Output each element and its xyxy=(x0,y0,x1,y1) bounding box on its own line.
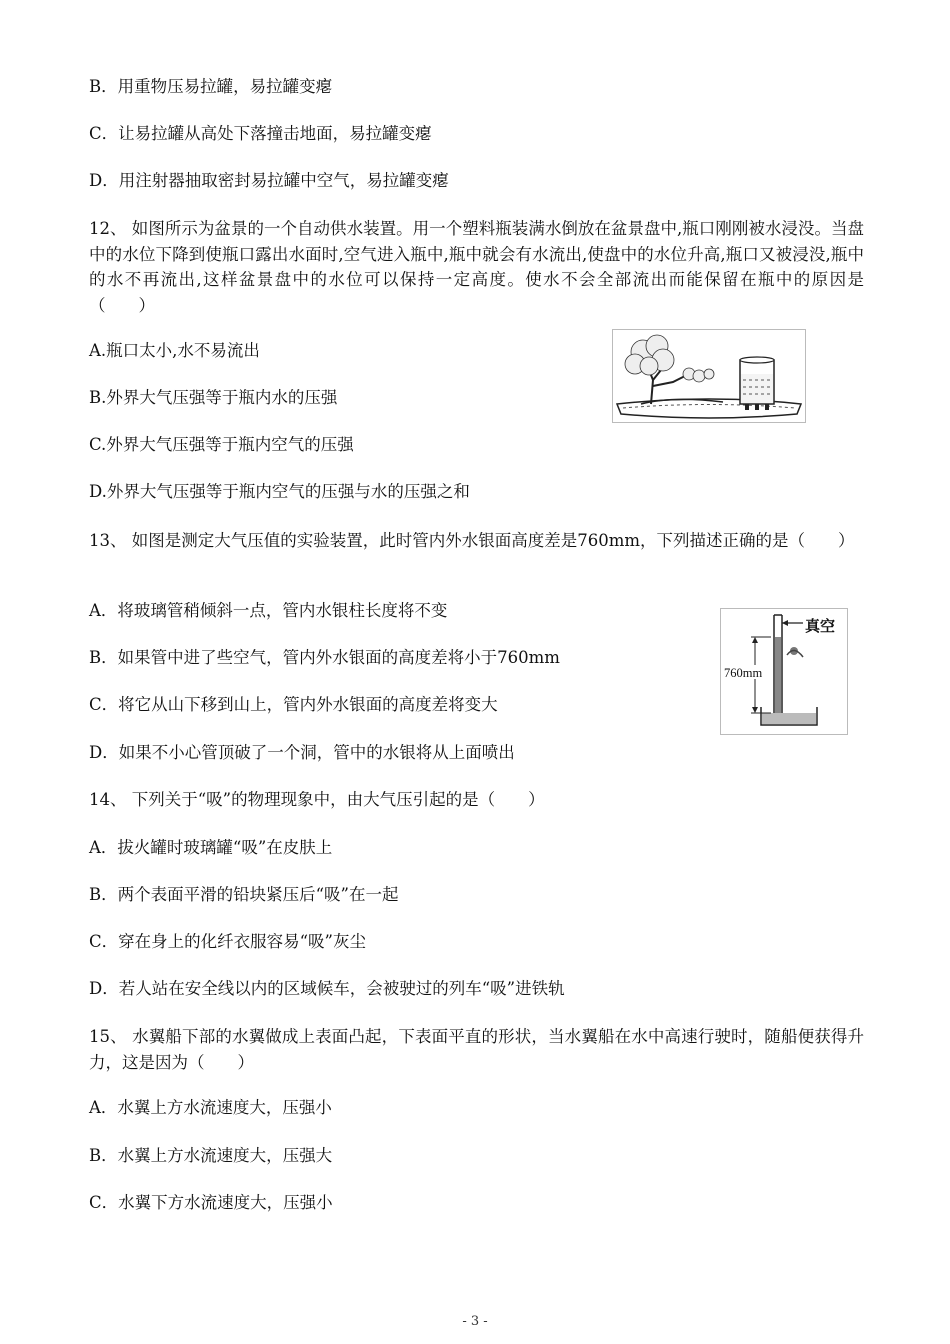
q13-option-b: B．如果管中进了些空气，管内外水银面的高度差将小于760mm xyxy=(89,648,560,667)
barometer-diagram xyxy=(721,609,847,734)
q14-option-a: A．拔火罐时玻璃罐“吸”在皮肤上 xyxy=(89,838,333,857)
q14-option-d: D．若人站在安全线以内的区域候车，会被驶过的列车“吸”进铁轨 xyxy=(89,979,565,998)
q11-option-c: C．让易拉罐从高处下落撞击地面，易拉罐变瘪 xyxy=(89,124,432,143)
q14-option-b: B．两个表面平滑的铅块紧压后“吸”在一起 xyxy=(89,885,399,904)
torricelli-experiment-figure xyxy=(720,608,848,735)
q12-option-d: D.外界大气压强等于瓶内空气的压强与水的压强之和 xyxy=(89,482,470,501)
q13-stem: 13、 如图是测定大气压值的实验装置，此时管内外水银面高度差是760mm，下列描述正确的是（ ） xyxy=(89,531,855,550)
bonsai-diagram xyxy=(613,330,805,422)
q14-option-c: C．穿在身上的化纤衣服容易“吸”灰尘 xyxy=(89,932,366,951)
q13-option-d: D．如果不小心管顶破了一个洞，管中的水银将从上面喷出 xyxy=(89,743,515,762)
q15-stem: 15、 水翼船下部的水翼做成上表面凸起，下表面平直的形状，当水翼船在水中高速行驶时，随船便获得升力，这是因为（ ） xyxy=(89,1027,864,1072)
bonsai-water-supply-figure xyxy=(612,329,806,423)
page-number: - 3 - xyxy=(462,1314,488,1329)
q13-option-a: A．将玻璃管稍倾斜一点，管内水银柱长度将不变 xyxy=(89,601,448,620)
q15-option-c: C．水翼下方水流速度大，压强小 xyxy=(89,1193,333,1212)
q14-stem: 14、 下列关于“吸”的物理现象中，由大气压引起的是（ ） xyxy=(89,790,545,809)
q12-option-c: C.外界大气压强等于瓶内空气的压强 xyxy=(89,435,354,454)
q12-stem: 12、 如图所示为盆景的一个自动供水装置。用一个塑料瓶装满水倒放在盆景盘中,瓶口刚刚被水浸没。当盘中的水位下降到使瓶口露出水面时,空气进入瓶中,瓶中就会有水流出,使盘中的水位升高,瓶口又被浸没,瓶中的水不再流出,这样盆景盘中的水位可以保持一定高度。使水不会全部流出而能保留在瓶中的原因是 （ ） xyxy=(89,219,864,315)
q11-option-b: B．用重物压易拉罐，易拉罐变瘪 xyxy=(89,77,333,96)
q15-option-a: A．水翼上方水流速度大，压强小 xyxy=(89,1098,332,1117)
height-label: 760mm xyxy=(724,666,763,680)
vacuum-label: 真空 xyxy=(805,618,836,635)
q15-option-b: B．水翼上方水流速度大，压强大 xyxy=(89,1146,333,1165)
q11-option-d: D．用注射器抽取密封易拉罐中空气，易拉罐变瘪 xyxy=(89,171,449,190)
q12-option-a: A.瓶口太小,水不易流出 xyxy=(89,341,260,360)
q12-option-b: B.外界大气压强等于瓶内水的压强 xyxy=(89,388,338,407)
q13-option-c: C．将它从山下移到山上，管内外水银面的高度差将变大 xyxy=(89,695,498,714)
